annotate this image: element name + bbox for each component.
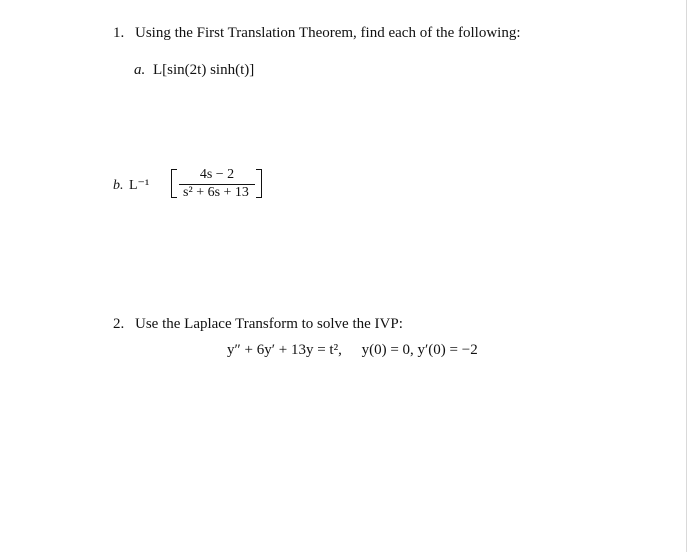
problem-2-heading — [113, 314, 403, 334]
inverse-laplace-operator: L⁻¹ — [129, 178, 150, 193]
ivp-equation-line — [227, 340, 478, 360]
problem-1-heading — [113, 23, 521, 43]
fraction-numerator: 4s − 2 — [199, 167, 235, 182]
right-bracket — [256, 169, 262, 198]
problem-2-number: 2. — [113, 316, 125, 332]
ivp-initial-conditions: y(0) = 0, y′(0) = −2 — [361, 342, 478, 358]
problem-2-text: Use the Laplace Transform to solve the IVP: — [135, 316, 403, 332]
part-b-label: b. — [113, 178, 124, 193]
fraction-denominator: s² + 6s + 13 — [183, 185, 249, 200]
ivp-differential-equation: y″ + 6y′ + 13y = t², — [227, 342, 342, 358]
part-a-expression: L[sin(2t) sinh(t)] — [153, 62, 255, 78]
problem-1-part-a — [134, 60, 254, 80]
part-b-label-group — [113, 177, 149, 194]
part-a-label: a. — [134, 62, 146, 78]
problem-1-text: Using the First Translation Theorem, find each of the following: — [135, 25, 521, 41]
problem-1-number: 1. — [113, 25, 125, 41]
